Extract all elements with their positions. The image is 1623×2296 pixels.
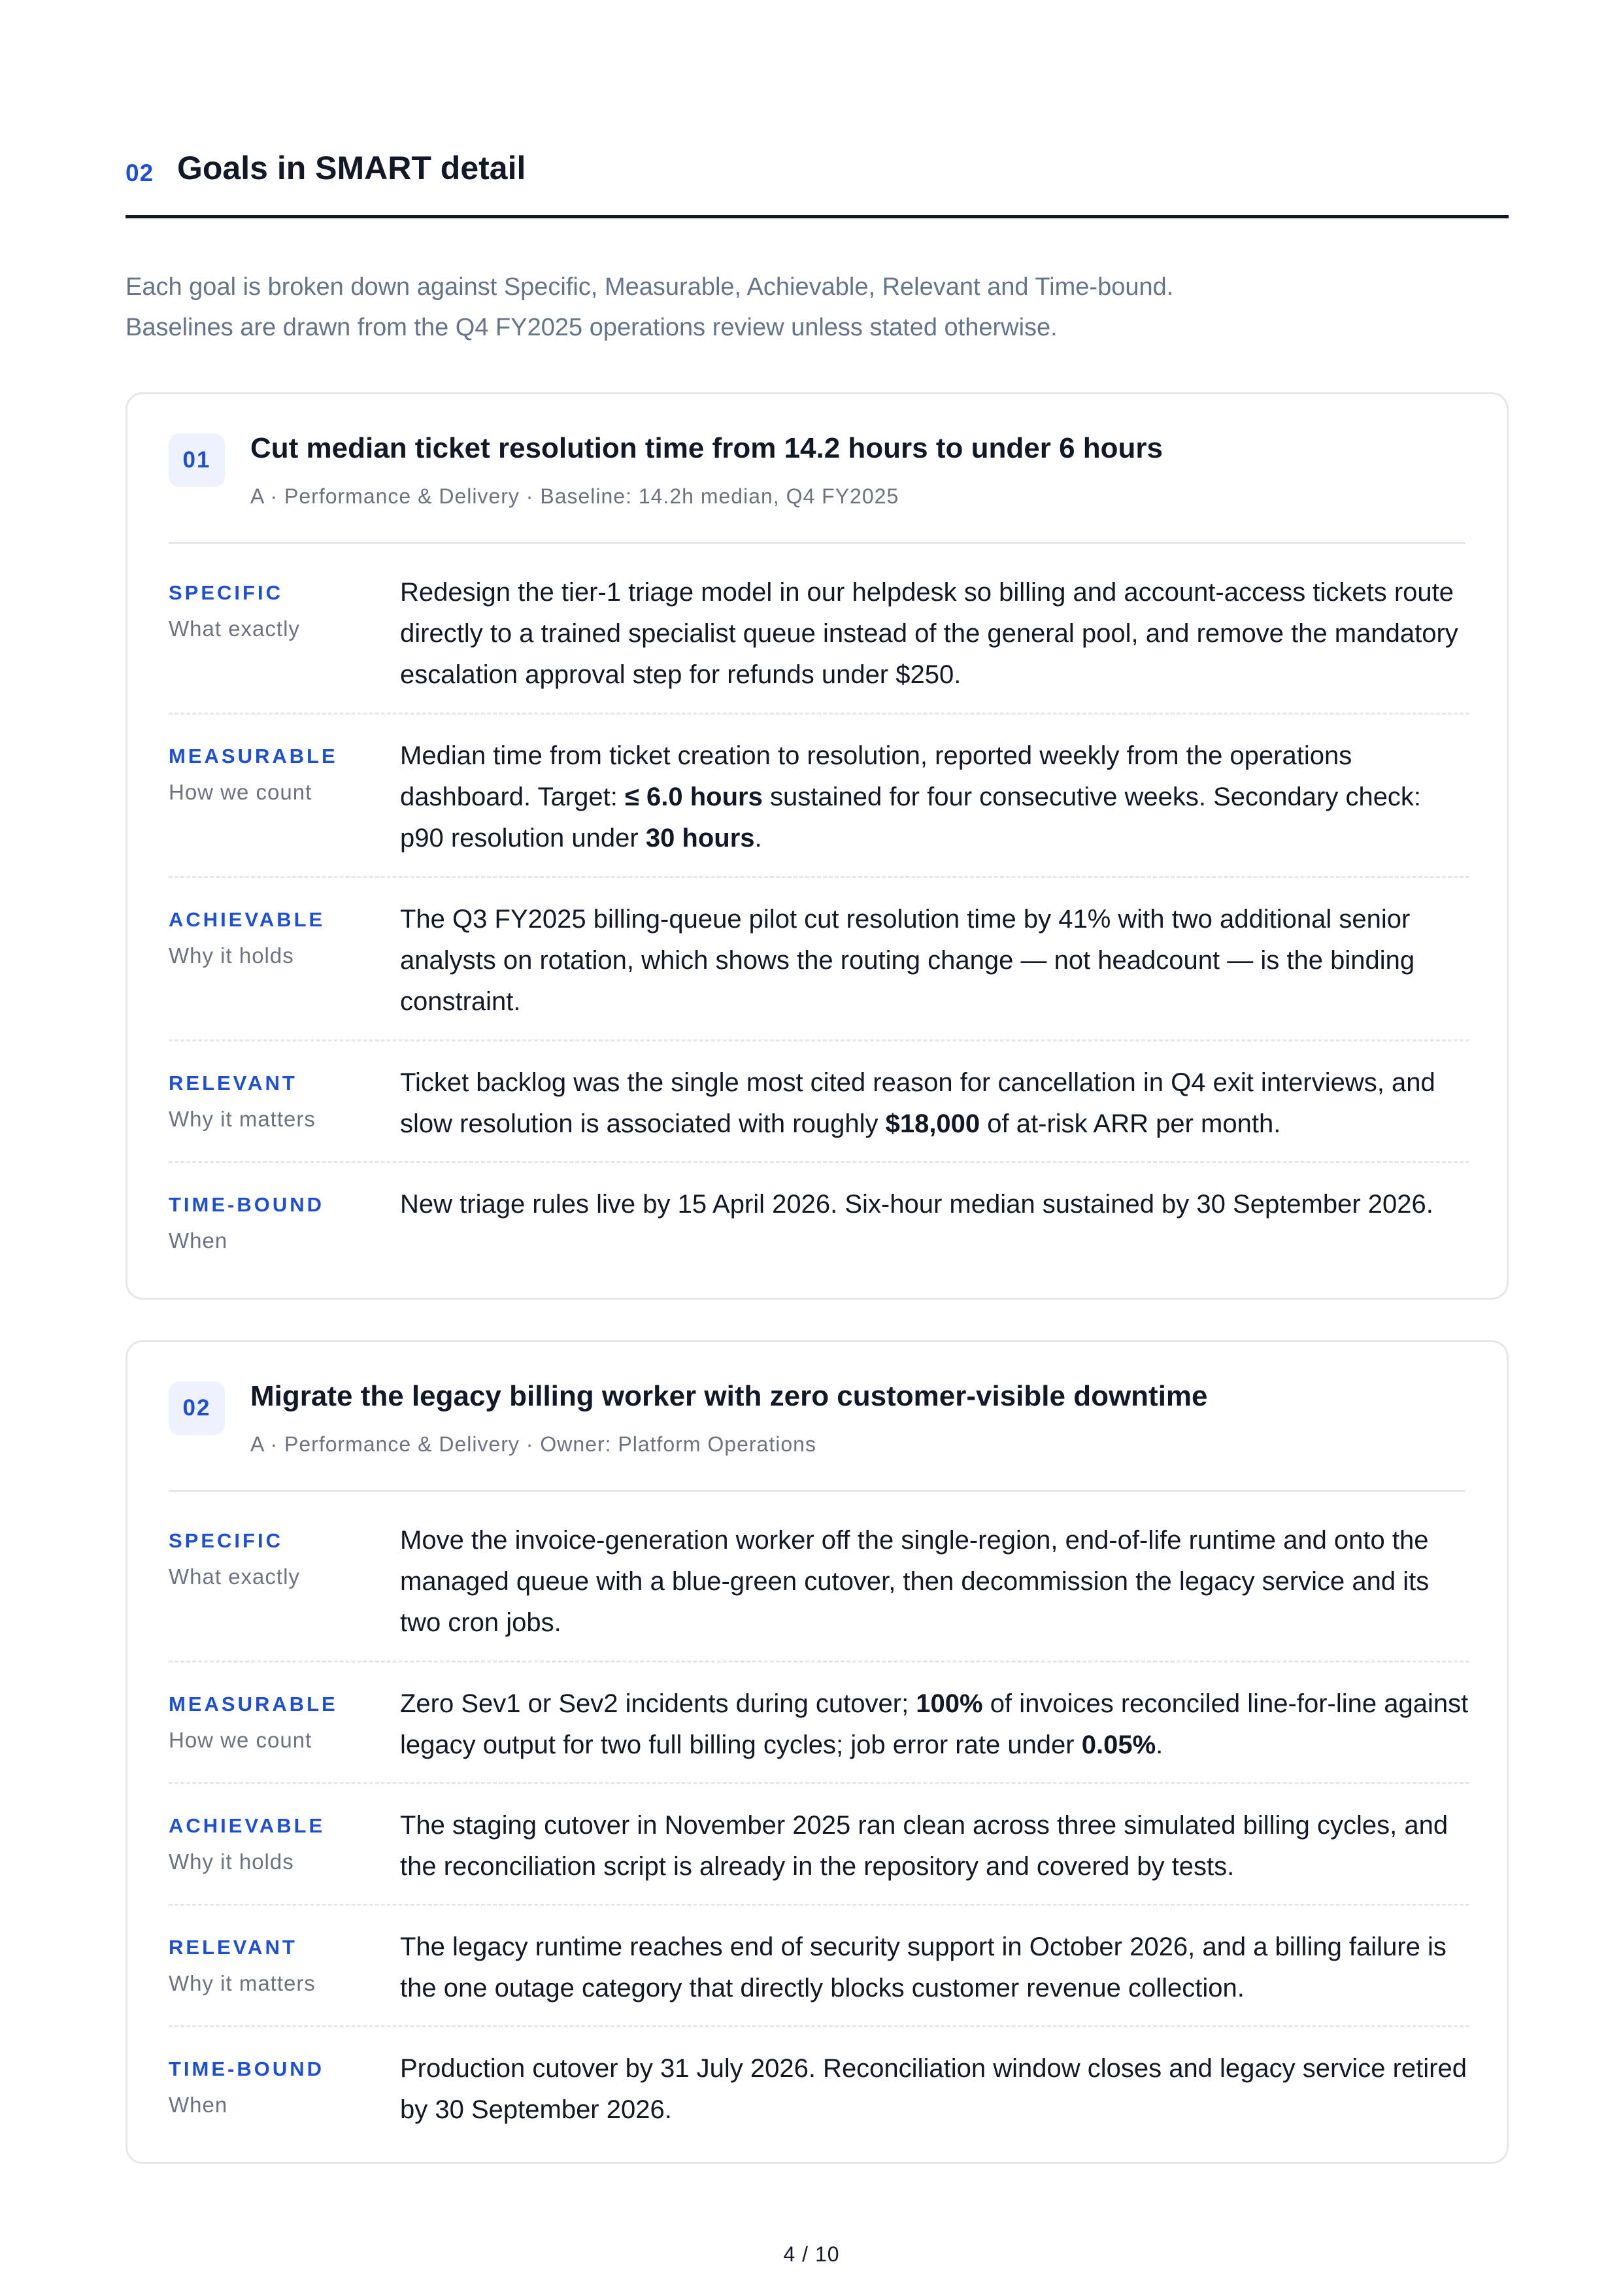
goal-card-2 — [125, 1340, 1509, 2164]
row-text — [400, 899, 1469, 1022]
divider — [169, 1490, 1465, 1492]
goal-meta: A · Performance & Delivery · Baseline: 14.2h median, Q4 FY2025 — [250, 484, 899, 508]
row-sublabel: What exactly — [169, 616, 300, 641]
smart-row-achievable — [169, 1805, 1469, 1903]
row-text — [400, 1805, 1469, 1887]
text-segment: . — [754, 824, 762, 853]
text-segment: of invoices reconciled line-for-line against legacy output for two full billing cycles; job error rate under — [400, 1689, 1469, 1759]
row-sublabel: What exactly — [169, 1564, 300, 1589]
text-segment: . — [1156, 1730, 1163, 1759]
emphasis-value: 100% — [916, 1689, 983, 1718]
text-segment: Ticket backlog was the single most cited reason for cancellation in Q4 exit interviews, and slow resolution is associated with roughly — [400, 1068, 1435, 1138]
text-segment: Median time from ticket creation to resolution, reported weekly from the operations dashboard. Target: — [400, 741, 1352, 811]
smart-row-achievable — [169, 899, 1469, 1043]
row-divider — [169, 1661, 1469, 1663]
row-sublabel: When — [169, 1228, 228, 1253]
smart-row-measurable — [169, 1683, 1469, 1781]
row-sublabel: Why it matters — [169, 1971, 316, 1995]
row-divider — [169, 2025, 1469, 2027]
smart-row-measurable — [169, 735, 1469, 879]
row-sublabel: How we count — [169, 1728, 312, 1752]
row-divider — [169, 1904, 1469, 1906]
row-label: ACHIEVABLE — [169, 908, 326, 931]
goal-number-badge: 01 — [169, 433, 225, 487]
row-label: RELEVANT — [169, 1072, 297, 1094]
smart-row-relevant — [169, 1062, 1469, 1160]
row-label: RELEVANT — [169, 1936, 297, 1959]
emphasis-value: 30 hours — [645, 824, 755, 853]
text-segment: New triage rules live by 15 April 2026. Six-hour median sustained by 30 September 2026. — [400, 1190, 1433, 1219]
row-text — [400, 735, 1469, 859]
goal-card-1 — [125, 392, 1509, 1300]
row-divider — [169, 876, 1469, 878]
row-text — [400, 1683, 1469, 1766]
section-title: Goals in SMART detail — [177, 150, 526, 186]
row-label: TIME-BOUND — [169, 2057, 325, 2080]
row-label: SPECIFIC — [169, 1529, 283, 1552]
smart-row-relevant — [169, 1927, 1469, 2025]
text-segment: The staging cutover in November 2025 ran clean across three simulated billing cycles, and the reconciliation script is already in the repository and covered by tests. — [400, 1811, 1448, 1881]
row-text — [400, 572, 1469, 696]
row-text — [400, 2048, 1469, 2131]
row-sublabel: When — [169, 2093, 228, 2117]
text-segment: Move the invoice-generation worker off the single-region, end-of-life runtime and onto the managed queue with a blue-green cutover, then decommission the legacy service and its two cron jobs. — [400, 1526, 1430, 1637]
goal-title: Cut median ticket resolution time from 14.2 hours to under 6 hours — [250, 432, 1163, 464]
row-text — [400, 1927, 1469, 2009]
emphasis-value: $18,000 — [885, 1109, 980, 1138]
row-sublabel: Why it holds — [169, 1849, 294, 1874]
row-label: MEASURABLE — [169, 1693, 338, 1715]
row-label: SPECIFIC — [169, 581, 283, 604]
goal-title: Migrate the legacy billing worker with zero customer-visible downtime — [250, 1380, 1208, 1412]
smart-row-specific — [169, 1520, 1469, 1664]
goal-number-badge: 02 — [169, 1381, 225, 1435]
emphasis-value: 0.05% — [1081, 1730, 1156, 1759]
text-segment: sustained for four consecutive weeks. Secondary check: p90 resolution under — [400, 783, 1422, 853]
row-label: TIME-BOUND — [169, 1193, 325, 1216]
text-segment: Redesign the tier-1 triage model in our helpdesk so billing and account-access tickets route directly to a trained specialist queue instead of the general pool, and remove the mandatory escalation approval step for refunds under $250. — [400, 578, 1458, 689]
row-divider — [169, 1782, 1469, 1784]
row-label: MEASURABLE — [169, 745, 338, 768]
goal-meta: A · Performance & Delivery · Owner: Platform Operations — [250, 1432, 816, 1456]
row-sublabel: Why it holds — [169, 943, 294, 968]
smart-row-specific — [169, 572, 1469, 716]
text-segment: The Q3 FY2025 billing-queue pilot cut resolution time by 41% with two additional senior analysts on rotation, which shows the routing change — not headcount — is the binding constraint. — [400, 905, 1415, 1016]
section-number: 02 — [125, 160, 154, 186]
section-header — [125, 145, 1509, 218]
row-divider — [169, 1161, 1469, 1163]
text-segment: Zero Sev1 or Sev2 incidents during cutover; — [400, 1689, 916, 1718]
intro-paragraph: Each goal is broken down against Specific, Measurable, Achievable, Relevant and Time-bound. Baselines are drawn from the Q4 FY2025 operations review unless stated otherwise. — [125, 273, 1174, 341]
row-text — [400, 1062, 1469, 1145]
row-sublabel: How we count — [169, 780, 312, 804]
divider — [169, 542, 1465, 544]
smart-row-time-bound — [169, 1184, 1469, 1282]
emphasis-value: ≤ 6.0 hours — [624, 783, 763, 811]
text-segment: Production cutover by 31 July 2026. Reconciliation window closes and legacy service retired by 30 September 2026. — [400, 2054, 1467, 2124]
smart-row-time-bound — [169, 2048, 1469, 2146]
row-text — [400, 1184, 1469, 1225]
row-sublabel: Why it matters — [169, 1107, 316, 1131]
row-label: ACHIEVABLE — [169, 1814, 326, 1837]
text-segment: of at-risk ARR per month. — [980, 1109, 1281, 1138]
row-text — [400, 1520, 1469, 1644]
page-number: 4 / 10 — [783, 2242, 840, 2266]
row-divider — [169, 713, 1469, 715]
text-segment: The legacy runtime reaches end of security support in October 2026, and a billing failure is the one outage category that directly blocks customer revenue collection. — [400, 1933, 1447, 2002]
row-divider — [169, 1039, 1469, 1041]
